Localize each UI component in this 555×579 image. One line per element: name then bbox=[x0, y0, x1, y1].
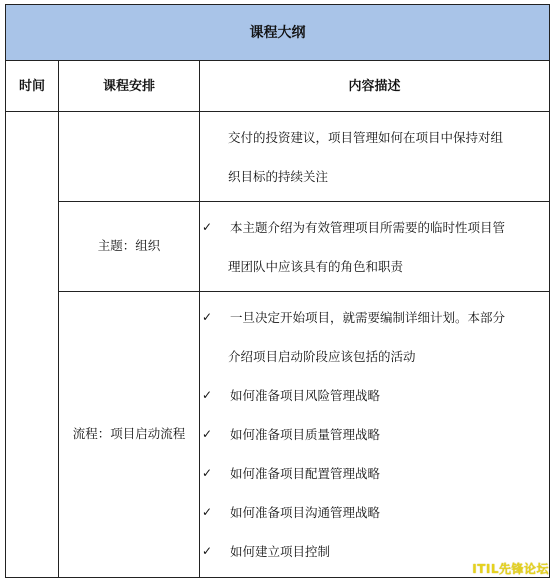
description-line: ✓ 一旦决定开始项目，就需要编制详细计划。本部分 bbox=[200, 298, 549, 337]
table-row bbox=[6, 202, 550, 292]
description-cell bbox=[200, 292, 550, 578]
description-cell bbox=[200, 112, 550, 202]
check-icon: ✓ bbox=[202, 388, 213, 402]
title-row bbox=[6, 5, 550, 61]
check-icon: ✓ bbox=[202, 427, 213, 441]
description-line: 交付的投资建议，项目管理如何在项目中保持对组 bbox=[228, 129, 504, 145]
description-line: ✓ 如何准备项目质量管理战略 bbox=[200, 415, 549, 454]
time-cell bbox=[6, 112, 59, 578]
table-title: 课程大纲 bbox=[6, 5, 550, 61]
watermark-logo: ITIL先锋论坛 bbox=[472, 562, 549, 576]
check-icon: ✓ bbox=[202, 219, 213, 234]
schedule-cell: 主题：组织 bbox=[59, 202, 200, 292]
table-row bbox=[6, 292, 550, 578]
header-description: 内容描述 bbox=[200, 61, 550, 112]
table-row bbox=[6, 112, 550, 202]
description-line: 介绍项目启动阶段应该包括的活动 bbox=[228, 349, 416, 364]
description-line: ✓ 如何准备项目配置管理战略 bbox=[200, 454, 549, 493]
course-outline-table bbox=[5, 4, 550, 578]
description-line: ✓ 如何准备项目风险管理战略 bbox=[200, 376, 549, 415]
description-line: 织目标的持续关注 bbox=[228, 168, 329, 184]
header-schedule: 课程安排 bbox=[59, 61, 200, 112]
check-icon: ✓ bbox=[202, 544, 213, 558]
description-line: 理团队中应该具有的角色和职责 bbox=[228, 258, 404, 274]
schedule-cell: 流程：项目启动流程 bbox=[59, 292, 200, 578]
schedule-cell bbox=[59, 112, 200, 202]
description-line: ✓ 如何准备项目沟通管理战略 bbox=[200, 493, 549, 532]
check-icon: ✓ bbox=[202, 466, 213, 480]
header-row bbox=[6, 61, 550, 112]
check-icon: ✓ bbox=[202, 505, 213, 519]
description-line: ✓ 如何建立项目控制 bbox=[200, 532, 549, 571]
header-time: 时间 bbox=[6, 61, 59, 112]
description-line: ✓ 本主题介绍为有效管理项目所需要的临时性项目管 bbox=[200, 208, 549, 247]
check-icon: ✓ bbox=[202, 310, 213, 324]
description-cell bbox=[200, 202, 550, 292]
